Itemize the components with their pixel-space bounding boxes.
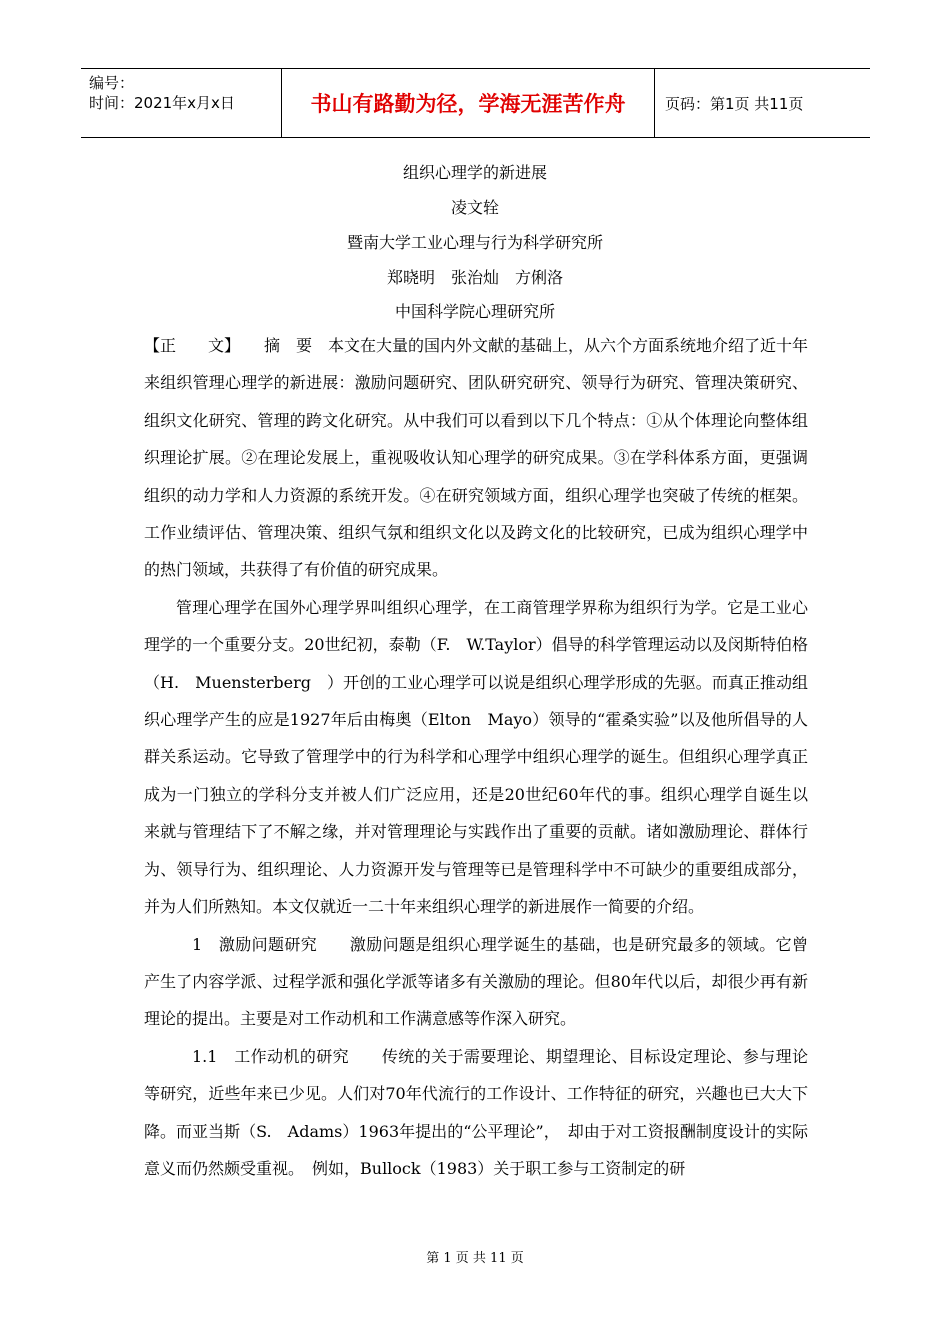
header-page-info: 页码：第1页 共11页 (665, 94, 804, 113)
page-footer: 第 1 页 共 11 页 (426, 1251, 524, 1266)
article-body (144, 327, 808, 1187)
authors-secondary: 郑晓明 张治灿 方俐洛 (386, 268, 563, 287)
intro-paragraph: 管理心理学在国外心理学界叫组织心理学，在工商管理学界称为组织行为学。它是工业心理学的一个重要分支。20世纪初，泰勒（F. W.Taylor）倡导的科学管理运动以及闵斯特伯格（H. Muensterberg ）开创的工业心理学可以说是组织心理学形成的先驱。而真正推动组织心理学产生的应是1927年后由梅奥（Elton Mayo）领导的“霍桑实验”以及他所倡导的人群关系运动。它导致了管理学中的行为科学和心理学中组织心理学的诞生。但组织心理学真正成为一门独立的学科分支并被人们广泛应用，还是20世纪60年代的事。组织心理学自诞生以来就与管理结下了不解之缘，并对管理理论与实践作出了重要的贡献。诸如激励理论、群体行为、领导行为、组织理论、人力资源开发与管理等已是管理科学中不可缺少的重要组成部分，并为人们所熟知。本文仅就近一二十年来组织心理学的新进展作一简要的介绍。 (144, 597, 808, 917)
section-1-1-paragraph: 1.1 工作动机的研究 传统的关于需要理论、期望理论、目标设定理论、参与理论等研究，近些年来已少见。人们对70年代流行的工作设计、工作特征的研究，兴趣也已大大下降。而亚当斯（S. Adams）1963年提出的“公平理论”， 却由于对工资报酬制度设计的实际意义而仍然颇受重视。 例如，Bullock（1983）关于职工参与工资制定的研 (144, 1046, 808, 1178)
author-primary: 凌文辁 (450, 198, 499, 217)
article-title: 组织心理学的新进展 (402, 163, 547, 182)
abstract-paragraph: 【正 文】 摘 要 本文在大量的国内外文献的基础上，从六个方面系统地介绍了近十年来组织管理心理学的新进展：激励问题研究、团队研究研究、领导行为研究、管理决策研究、组织文化研究、管理的跨文化研究。从中我们可以看到以下几个特点：①从个体理论向整体组织理论扩展。②在理论发展上，重视吸收认知心理学的研究成果。③在学科体系方面，更强调组织的动力学和人力资源的系统开发。④在研究领域方面，组织心理学也突破了传统的框架。工作业绩评估、管理决策、组织气氛和组织文化以及跨文化的比较研究，已成为组织心理学中的热门领域，共获得了有价值的研究成果。 (144, 336, 809, 580)
document-time-label: 时间：2021年x月x日 (89, 94, 235, 112)
affiliation-secondary: 中国科学院心理研究所 (394, 302, 555, 321)
document-number-label: 编号： (89, 74, 135, 92)
header-table (81, 68, 870, 138)
section-1-paragraph: 1 激励问题研究 激励问题是组织心理学诞生的基础，也是研究最多的领域。它曾产生了内容学派、过程学派和强化学派等诸多有关激励的理论。但80年代以后，却很少再有新理论的提出。主要是对工作动机和工作满意感等作深入研究。 (144, 934, 808, 1029)
header-left-cell (81, 69, 282, 137)
header-motto: 书山有路勤为径，学海无涯苦作舟 (282, 69, 655, 137)
affiliation-primary: 暨南大学工业心理与行为科学研究所 (346, 233, 603, 252)
